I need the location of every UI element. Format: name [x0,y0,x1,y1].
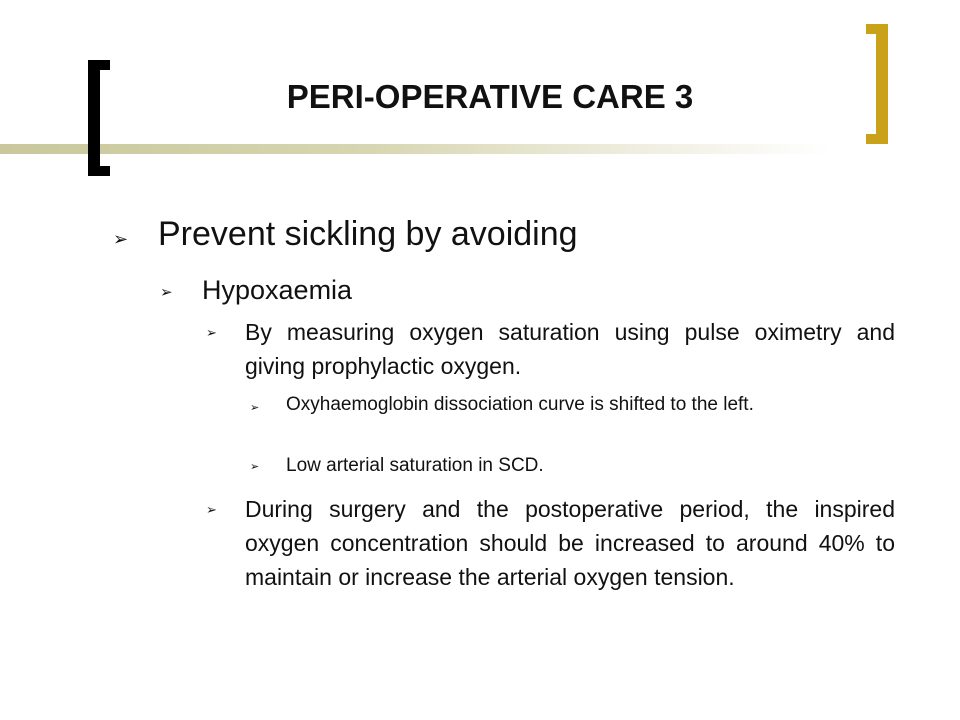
arrow-bullet-icon: ➢ [206,325,217,340]
bullet-text: Low arterial saturation in SCD. [286,455,544,476]
bullet-text: By measuring oxygen saturation using pulse oximetry and giving prophylactic oxygen. [245,319,895,379]
bullet-text: Prevent sickling by avoiding [158,215,578,253]
arrow-bullet-icon: ➢ [250,402,260,414]
right-bracket-decoration [876,24,888,144]
right-bracket-top [866,24,888,34]
arrow-bullet-icon: ➢ [250,461,260,473]
left-bracket-decoration [88,60,100,176]
bullet-text: Hypoxaemia [202,275,353,305]
title-underline-rule [0,144,830,154]
slide-title: PERI-OPERATIVE CARE 3 [286,78,694,115]
bullet-text: Oxyhaemoglobin dissociation curve is shifted to the left. [286,394,754,415]
bullet-text: During surgery and the postoperative period, the inspired oxygen concentration should be increased to around 40% to maintain or increase the arterial oxygen tension. [245,496,895,590]
arrow-bullet-icon: ➢ [113,229,129,249]
left-bracket-top [88,60,110,70]
right-bracket-bottom [866,134,888,144]
left-bracket-bottom [88,166,110,176]
arrow-bullet-icon: ➢ [206,502,217,517]
arrow-bullet-icon: ➢ [160,284,173,301]
